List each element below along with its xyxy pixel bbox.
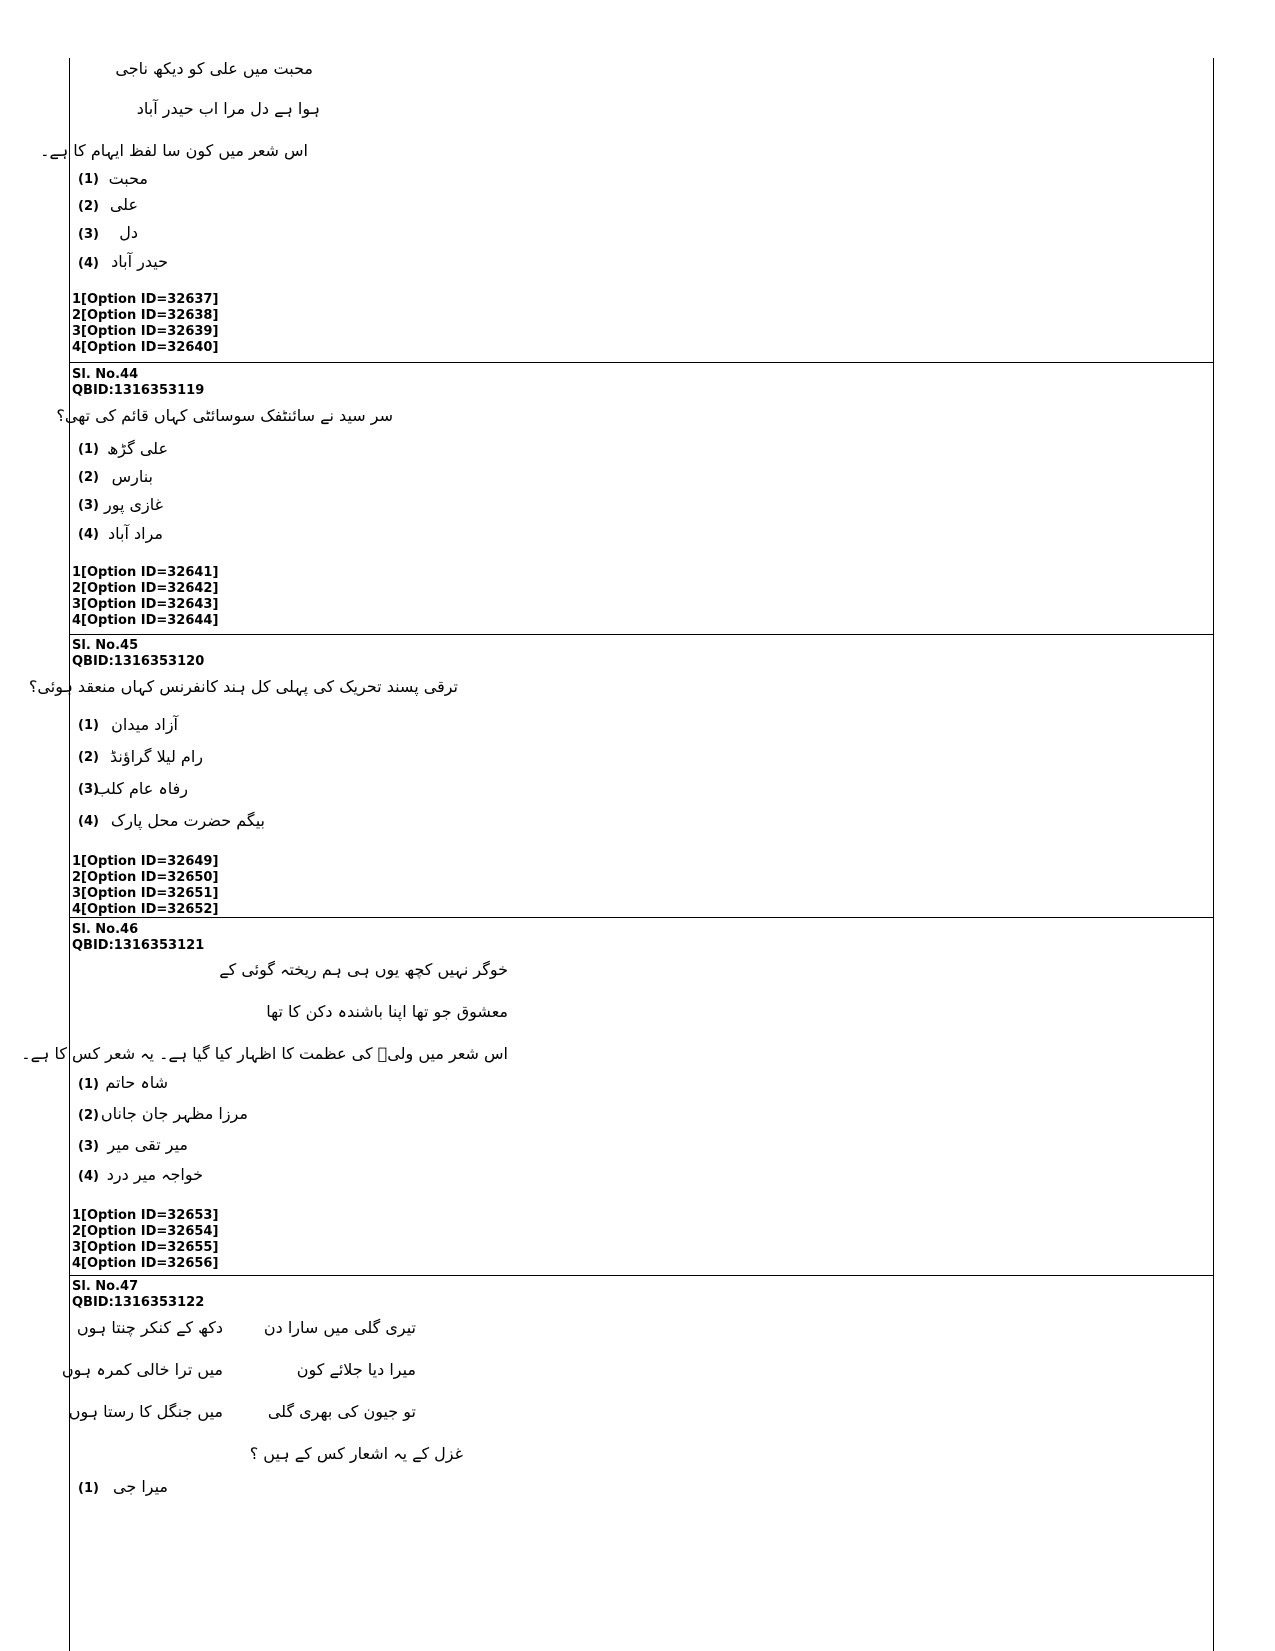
option-3-text: رفاہ عام کلب: [95, 779, 188, 798]
question-divider: [70, 362, 1213, 363]
option-id-1: 1[Option ID=32649]: [72, 854, 219, 869]
option-id-3: 3[Option ID=32643]: [72, 597, 219, 612]
option-id-4: 4[Option ID=32652]: [72, 902, 219, 917]
option-id-2: 2[Option ID=32638]: [72, 308, 219, 323]
option-id-1: 1[Option ID=32641]: [72, 565, 219, 580]
verse-line-2: ہوا ہے دل مرا اب حیدر آباد: [136, 99, 320, 118]
option-1-text: شاہ حاتم: [105, 1073, 168, 1092]
option-id-2: 2[Option ID=32642]: [72, 581, 219, 596]
verse-right-3: تو جیون کی بھری گلی: [267, 1402, 416, 1421]
option-4-number: (4): [78, 256, 99, 271]
option-id-3: 3[Option ID=32639]: [72, 324, 219, 339]
option-4-number: (4): [78, 814, 99, 829]
option-2-number: (2): [78, 1108, 99, 1123]
option-id-1: 1[Option ID=32653]: [72, 1208, 219, 1223]
option-3-text: غازی پور: [103, 495, 163, 514]
option-4-text: خواجہ میر درد: [106, 1165, 203, 1184]
question-text: سر سید نے سائنٹفک سوسائٹی کہاں قائم کی تھی؟: [56, 406, 393, 425]
option-4-text: بیگم حضرت محل پارک: [110, 811, 265, 830]
option-1-number: (1): [78, 718, 99, 733]
option-id-4: 4[Option ID=32656]: [72, 1256, 219, 1271]
option-id-3: 3[Option ID=32655]: [72, 1240, 219, 1255]
option-id-1: 1[Option ID=32637]: [72, 292, 219, 307]
question-divider: [70, 634, 1213, 635]
verse-left-2: میں ترا خالی کمرہ ہوں: [61, 1360, 223, 1379]
option-2-text: مرزا مظہر جان جاناں: [100, 1104, 248, 1123]
option-1-number: (1): [78, 172, 99, 187]
question-text: اس شعر میں ولیؔ کی عظمت کا اظہار کیا گیا ہے۔ یہ شعر کس کا ہے۔: [21, 1044, 508, 1063]
serial-number: Sl. No.45: [72, 638, 139, 653]
question-text: ترقی پسند تحریک کی پہلی کل ہند کانفرنس کہاں منعقد ہوئی؟: [28, 677, 458, 696]
option-3-number: (3): [78, 782, 99, 797]
serial-number: Sl. No.46: [72, 922, 139, 937]
option-3-number: (3): [78, 227, 99, 242]
verse-line-1: خوگر نہیں کچھ یوں ہی ہم ریختہ گوئی کے: [219, 960, 508, 979]
question-text: اس شعر میں کون سا لفظ ایہام کا ہے۔: [40, 141, 308, 160]
qbid: QBID:1316353120: [72, 654, 205, 669]
option-id-2: 2[Option ID=32650]: [72, 870, 219, 885]
option-1-text: میرا جی: [113, 1477, 168, 1496]
verse-right-2: میرا دیا جلائے کون: [296, 1360, 416, 1379]
question-divider: [70, 917, 1213, 918]
page-frame: [21, 58, 1214, 1651]
option-2-number: (2): [78, 199, 99, 214]
serial-number: Sl. No.47: [72, 1279, 139, 1294]
option-1-text: آزاد میدان: [111, 715, 178, 734]
option-2-number: (2): [78, 470, 99, 485]
qbid: QBID:1316353119: [72, 383, 205, 398]
question-text: غزل کے یہ اشعار کس کے ہیں ؟: [249, 1444, 463, 1463]
question-divider: [70, 1275, 1213, 1276]
option-2-text: بنارس: [111, 467, 153, 486]
option-id-2: 2[Option ID=32654]: [72, 1224, 219, 1239]
option-1-number: (1): [78, 1481, 99, 1496]
option-1-number: (1): [78, 442, 99, 457]
option-4-number: (4): [78, 1169, 99, 1184]
option-1-text: محبت: [108, 169, 148, 188]
verse-line-2: معشوق جو تھا اپنا باشندہ دکن کا تھا: [266, 1002, 508, 1021]
option-4-text: حیدر آباد: [111, 252, 168, 271]
option-2-text: رام لیلا گراؤنڈ: [110, 747, 203, 766]
serial-number: Sl. No.44: [72, 367, 139, 382]
option-1-number: (1): [78, 1077, 99, 1092]
option-4-number: (4): [78, 527, 99, 542]
verse-left-1: دکھ کے کنکر چنتا ہوں: [76, 1318, 223, 1337]
option-id-3: 3[Option ID=32651]: [72, 886, 219, 901]
option-id-4: 4[Option ID=32644]: [72, 613, 219, 628]
option-3-text: میر تقی میر: [107, 1135, 188, 1154]
option-3-number: (3): [78, 1139, 99, 1154]
option-3-number: (3): [78, 498, 99, 513]
option-1-text: علی گڑھ: [107, 439, 168, 458]
verse-line-1: محبت میں علی کو دیکھ ناجی: [115, 59, 313, 78]
option-id-4: 4[Option ID=32640]: [72, 340, 219, 355]
option-4-text: مراد آباد: [108, 524, 163, 543]
qbid: QBID:1316353121: [72, 938, 205, 953]
verse-left-3: میں جنگل کا رستا ہوں: [68, 1402, 223, 1421]
verse-right-1: تیری گلی میں سارا دن: [263, 1318, 416, 1337]
option-2-text: علی: [109, 195, 138, 214]
option-2-number: (2): [78, 750, 99, 765]
qbid: QBID:1316353122: [72, 1295, 205, 1310]
option-3-text: دل: [119, 223, 138, 242]
